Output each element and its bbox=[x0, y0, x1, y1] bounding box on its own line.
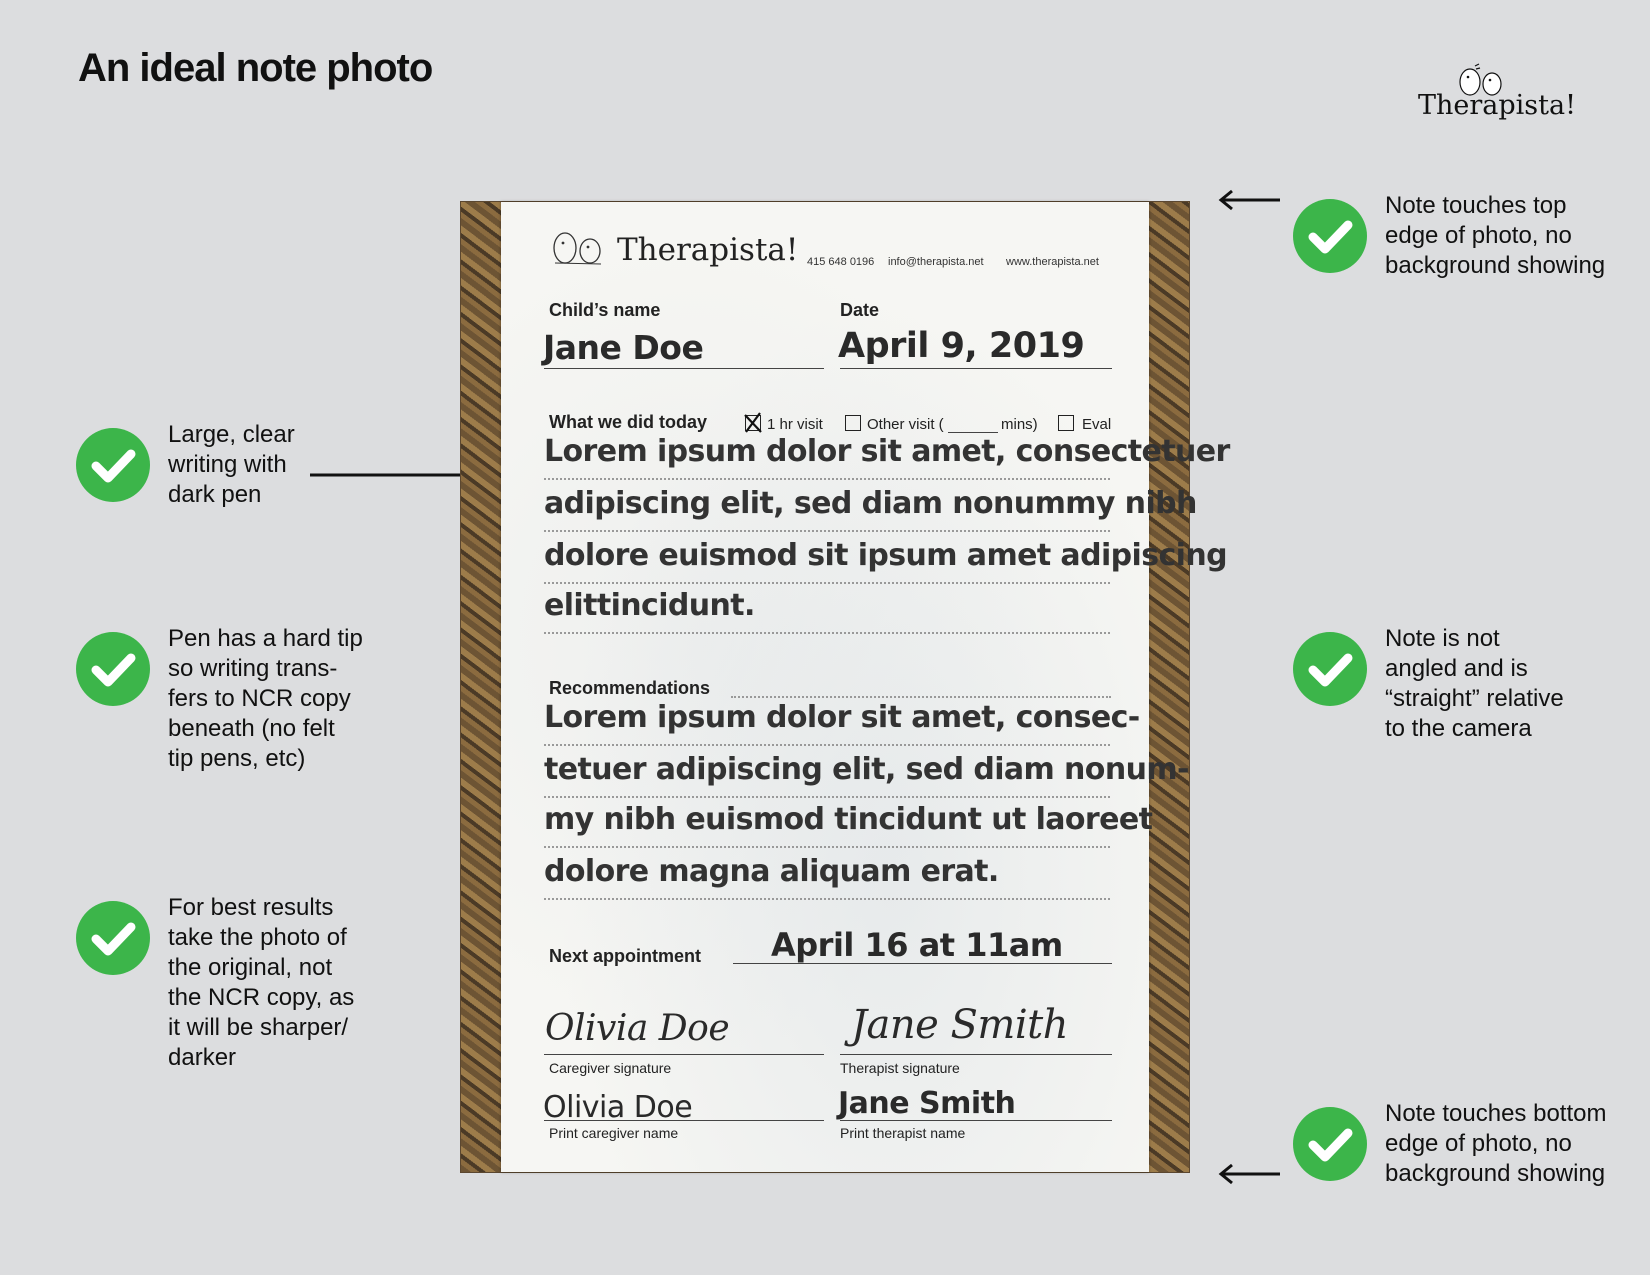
dotted-rule bbox=[544, 530, 1110, 532]
caregiver-print-name: Olivia Doe bbox=[543, 1090, 693, 1125]
what-we-did-label: What we did today bbox=[549, 412, 708, 432]
tip-not-angled bbox=[1293, 625, 1564, 744]
date-line bbox=[840, 368, 1112, 369]
caregiver-print-label: Print caregiver name bbox=[549, 1125, 679, 1141]
eval-checkbox[interactable] bbox=[1058, 415, 1074, 431]
therapist-print-line bbox=[840, 1120, 1112, 1121]
brand-wordmark: Therapista! bbox=[1418, 90, 1576, 121]
handwritten-line: dolore euismod sit ipsum amet adipiscing bbox=[544, 538, 1227, 573]
date-label: Date bbox=[840, 300, 880, 320]
next-appointment-line bbox=[733, 963, 1112, 964]
tip-photo-original bbox=[76, 894, 355, 1073]
brand-logo bbox=[1412, 62, 1582, 132]
dotted-rule bbox=[544, 898, 1110, 900]
note-phone: 415 648 0196 bbox=[807, 256, 875, 268]
note-header bbox=[545, 216, 1115, 274]
tip-bottom-edge bbox=[1293, 1100, 1607, 1189]
other-visit-checkbox[interactable] bbox=[845, 415, 861, 431]
caregiver-signature-label: Caregiver signature bbox=[549, 1060, 672, 1076]
handwritten-line: Lorem ipsum dolor sit amet, consec- bbox=[544, 700, 1140, 735]
caregiver-signature: Olivia Doe bbox=[545, 1008, 730, 1049]
other-visit-label: Other visit ( bbox=[867, 416, 944, 433]
check-circle-icon bbox=[76, 901, 150, 975]
check-circle-icon bbox=[1293, 632, 1367, 706]
dotted-rule bbox=[544, 632, 1110, 634]
arrow-left-icon bbox=[1218, 1162, 1282, 1186]
therapist-signature: Jane Smith bbox=[851, 1002, 1068, 1048]
dotted-rule bbox=[544, 846, 1110, 848]
dotted-rule bbox=[544, 478, 1110, 480]
example-note-photo bbox=[460, 201, 1230, 1173]
child-name-value: Jane Doe bbox=[543, 328, 704, 367]
note-brand: Therapista! bbox=[617, 232, 799, 268]
one-hr-label: 1 hr visit bbox=[767, 416, 823, 433]
tip-large-clear-writing bbox=[76, 421, 295, 510]
dotted-rule bbox=[544, 582, 1110, 584]
caregiver-signature-line bbox=[544, 1054, 824, 1055]
birds-logo-icon bbox=[545, 224, 611, 268]
x-mark-icon bbox=[742, 410, 764, 434]
child-name-line bbox=[544, 368, 824, 369]
caregiver-print-line bbox=[544, 1120, 824, 1121]
handwritten-line: elittincidunt. bbox=[544, 588, 755, 623]
handwritten-line: dolore magna aliquam erat. bbox=[544, 854, 999, 889]
check-circle-icon bbox=[1293, 199, 1367, 273]
eval-label: Eval bbox=[1082, 416, 1112, 433]
date-value: April 9, 2019 bbox=[838, 326, 1085, 366]
handwritten-line: my nibh euismod tincidunt ut laoreet bbox=[544, 802, 1153, 837]
tip-text: Note touches top edge of photo, no background showing bbox=[1385, 192, 1606, 279]
check-circle-icon bbox=[76, 428, 150, 502]
tip-text: For best results take the photo of the original, not the NCR copy, as it will be sharper/ darker bbox=[168, 894, 355, 1071]
handwritten-line: tetuer adipiscing elit, sed diam nonum- bbox=[544, 752, 1189, 787]
tip-hard-tip-pen bbox=[76, 625, 363, 774]
therapy-note-paper bbox=[501, 202, 1230, 1172]
one-hr-checkbox[interactable] bbox=[745, 415, 761, 431]
tip-text: Note touches bottom edge of photo, no background showing bbox=[1385, 1100, 1607, 1187]
what-we-did-text bbox=[544, 432, 1230, 632]
check-circle-icon bbox=[1293, 1107, 1367, 1181]
next-appointment-label: Next appointment bbox=[549, 946, 702, 966]
tip-text: Large, clear writing with dark pen bbox=[168, 421, 295, 508]
therapist-print-label: Print therapist name bbox=[840, 1125, 966, 1141]
check-circle-icon bbox=[76, 632, 150, 706]
note-website: www.therapista.net bbox=[1006, 256, 1099, 268]
dotted-rule bbox=[544, 744, 1110, 746]
dotted-rule bbox=[544, 796, 1110, 798]
therapist-signature-label: Therapist signature bbox=[840, 1060, 960, 1076]
page-title: An ideal note photo bbox=[78, 46, 433, 90]
next-appointment-value: April 16 at 11am bbox=[771, 926, 1063, 964]
therapist-print-name: Jane Smith bbox=[838, 1086, 1016, 1121]
note-email: info@therapista.net bbox=[888, 256, 984, 268]
tip-text: Pen has a hard tip so writing trans- fers to NCR copy beneath (no felt tip pens, etc) bbox=[168, 625, 363, 772]
tip-text: Note is not angled and is “straight” relative to the camera bbox=[1385, 625, 1564, 742]
arrow-left-icon bbox=[1218, 188, 1282, 212]
tip-top-edge bbox=[1293, 192, 1606, 281]
child-name-label: Child’s name bbox=[549, 300, 661, 320]
recommendations-text bbox=[544, 698, 1189, 898]
therapist-signature-line bbox=[840, 1054, 1112, 1055]
recommendations-label: Recommendations bbox=[549, 678, 711, 698]
handwritten-line: Lorem ipsum dolor sit amet, consectetuer bbox=[544, 434, 1230, 469]
handwritten-line: adipiscing elit, sed diam nonummy nibh bbox=[544, 486, 1197, 521]
other-visit-mins: mins) bbox=[1001, 416, 1038, 433]
